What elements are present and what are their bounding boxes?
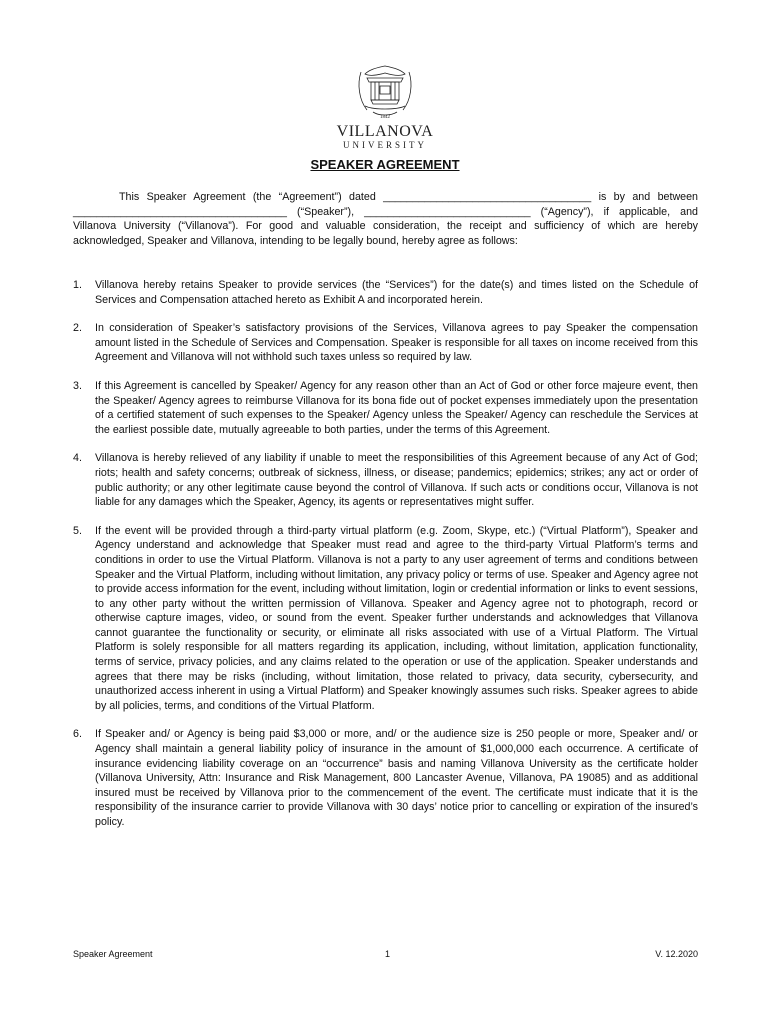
clause-number: 3. [73, 379, 82, 392]
footer-version: V. 12.2020 [655, 949, 698, 959]
clause-1 [73, 278, 698, 307]
logo-subtitle: UNIVERSITY [343, 140, 427, 150]
document-title: SPEAKER AGREEMENT [310, 157, 460, 172]
clause-text: Villanova hereby retains Speaker to provide services (the “Services”) for the date(s) and times listed on the Schedule of Services and Compensation attached hereto as Exhibit A and incorporated herein. [95, 279, 698, 306]
clause-number: 5. [73, 524, 82, 537]
seal-year: 1842 [380, 115, 390, 120]
clause-list [73, 278, 698, 844]
logo-wordmark: VILLANOVA [336, 123, 434, 140]
clause-text: If the event will be provided through a third-party virtual platform (e.g. Zoom, Skype, etc.) (“Virtual Platform”), Speaker and Agency understand and acknowledge that Speaker must read and agree to the third-party Virtual Platform’s terms and conditions in order to use the Virtual Platform. Villanova is not a party to any user agreement of terms and conditions between Speaker and the Virtual Platform, including without limitation, any privacy policy or terms of use. Speaker and Agency agree not to provide access information for the event, including without limitation, login or credential information or links to event sessions, to any other party without the written permission of Villanova. Speaker and Agency agree not to photograph, record or otherwise capture images, video, or sound from the event. Speaker further understands and acknowledges that Villanova cannot guarantee the functionality or security, or eliminate all risks associated with use of a Virtual Platform. The Virtual Platform is solely responsible for all matters regarding its application, including, without limitation, application functionality, terms of service, privacy policies, and any claims related to the operation or use of the application. Speaker understands and agrees that there may be risks (including, without limitation, those related to privacy, data security, cybersecurity, and unauthorized access inherent in using a Virtual Platform) and Speaker knowingly assumes such risks. Speaker agrees to abide by all policies, terms, and conditions of the Virtual Platform. [95, 524, 698, 712]
footer-document-name: Speaker Agreement [73, 949, 153, 959]
clause-3 [73, 379, 698, 437]
clause-text: If this Agreement is cancelled by Speaker/ Agency for any reason other than an Act of God or other force majeure event, then the Speaker/ Agency agrees to reimburse Villanova for its bona fide out of pocket expenses immediately upon the presentation of a certified statement of such expenses to the Speaker/ Agency unless the Speaker/ Agency can reschedule the Services at the earliest possible date, mutually agreeable to both parties, under the terms of this Agreement. [95, 379, 698, 436]
clause-text: If Speaker and/ or Agency is being paid $3,000 or more, and/ or the audience size is 250 people or more, Speaker and/ or Agency shall maintain a general liability policy of insurance in the amount of $1,000,000 each occurrence. A certificate of insurance evidencing liability coverage on an “occurrence” basis and naming Villanova University as the certificate holder (Villanova University, Attn: Insurance and Risk Management, 800 Lancaster Avenue, Villanova, PA 19085) and as additional insured must be received by Villanova prior to the commencement of the event. The certificate must indicate that it is the responsibility of the insurance carrier to provide Villanova with 30 days’ notice prior to cancelling or expiration of the insured’s policy. [95, 728, 698, 828]
university-seal-icon [353, 64, 417, 120]
clause-4 [73, 451, 698, 509]
clause-number: 4. [73, 452, 82, 465]
clause-number: 1. [73, 279, 82, 291]
clause-text: Villanova is hereby relieved of any liability if unable to meet the responsibilities of this Agreement because of any Act of God; riots; health and safety concerns; outbreak of sickness, illness, or disease; pandemics; epidemics; strikes; any act or order of public authority; or any other legitimate cause beyond the control of Villanova. If such acts or conditions occur, Villanova is not liable for any damages which the Speaker, Agency, its agents or representatives might suffer. [95, 452, 698, 509]
clause-number: 6. [73, 728, 82, 741]
footer-page-number: 1 [385, 949, 391, 959]
clause-5 [73, 524, 698, 714]
clause-text: In consideration of Speaker’s satisfactory provisions of the Services, Villanova agrees to pay Speaker the compensation amount listed in the Schedule of Services and Compensation. Speaker is responsible for all taxes on income received from this Agreement and Villanova will not withhold such taxes unless so required by law. [95, 322, 698, 364]
clause-2 [73, 321, 698, 365]
university-logo [330, 64, 440, 150]
intro-paragraph [73, 190, 698, 248]
clause-6 [73, 727, 698, 829]
intro-text: This Speaker Agreement (the “Agreement”) dated ___________________________________ is by and between ____________________________________ (“Speaker”), ____________________________ (“Agency”), if applicable, and Villanova University (“Villanova”). For good and valuable consideration, the receipt and sufficiency of which are hereby acknowledged, Speaker and Villanova, intending to be legally bound, hereby agree as follows: [73, 191, 698, 247]
clause-number: 2. [73, 322, 82, 335]
